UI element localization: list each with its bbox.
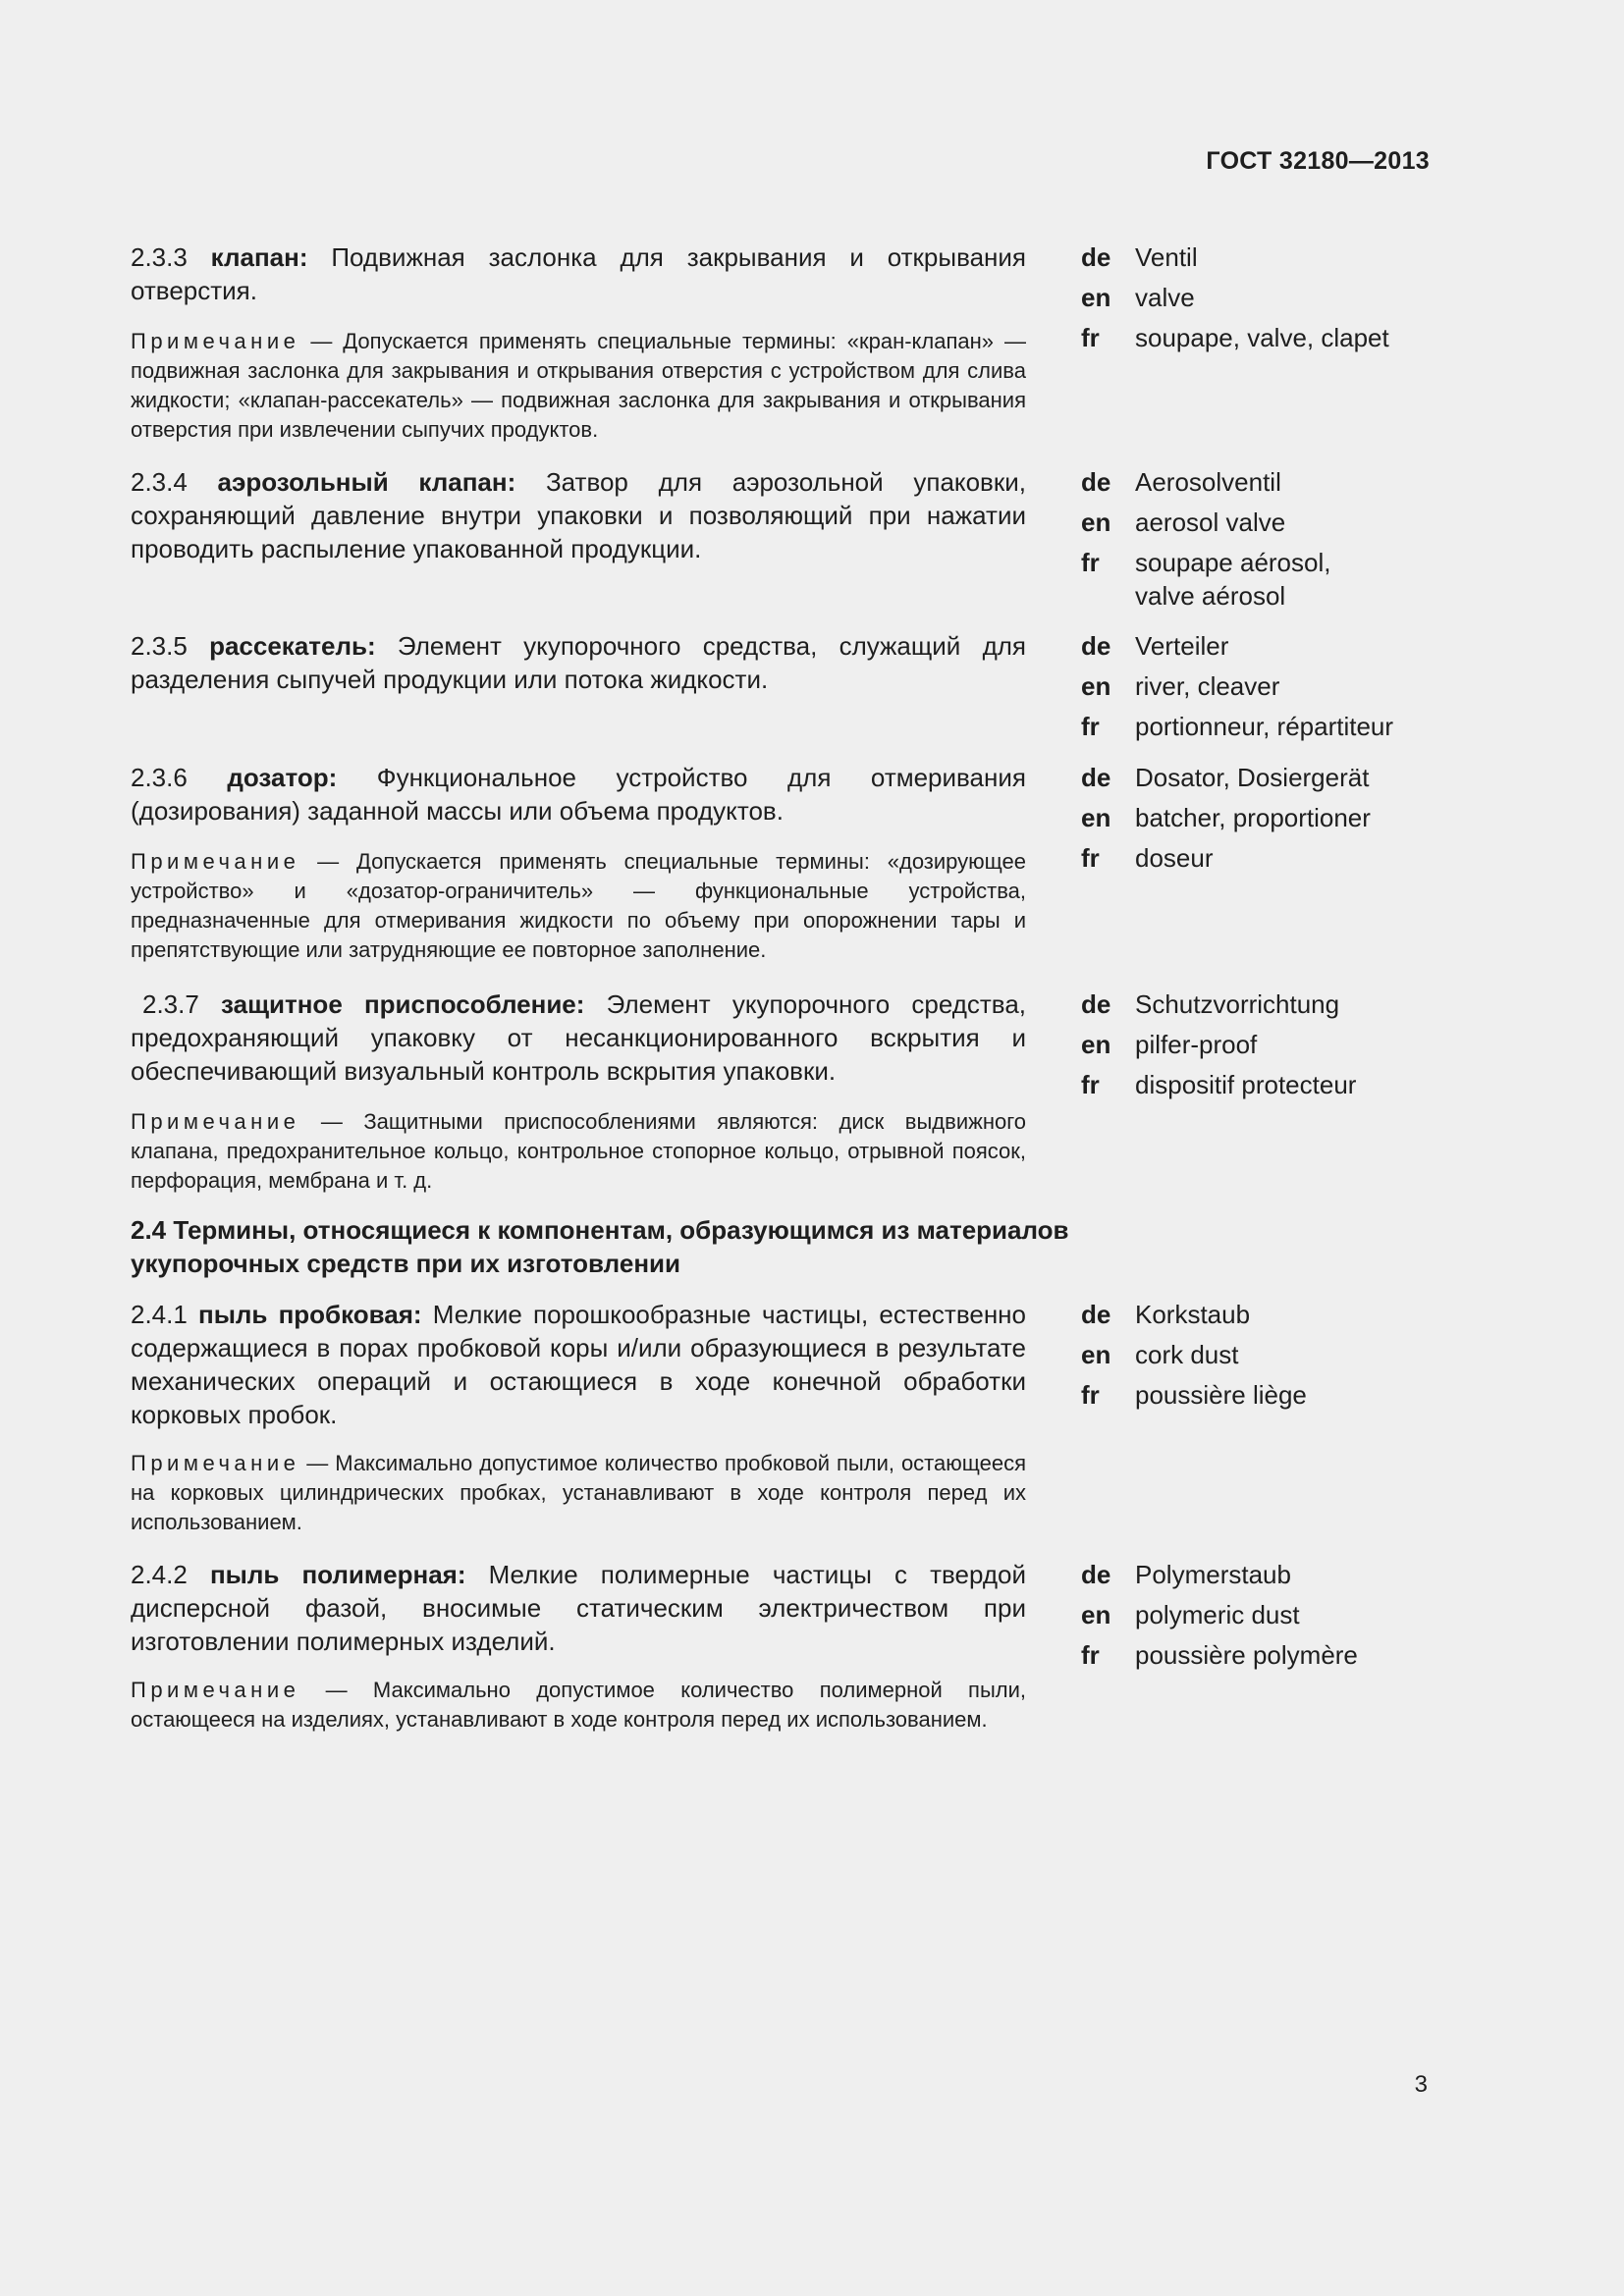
lang-term-de: Schutzvorrichtung xyxy=(1135,989,1340,1019)
term-definition-text: Подвижная заслонка для закрывания и открывания отверстия. xyxy=(131,242,1027,305)
lang-code-fr: fr xyxy=(1081,1070,1100,1099)
term-translations xyxy=(1081,988,1474,1108)
term-number: 2.3.6 xyxy=(131,763,188,792)
translation-fr xyxy=(1081,841,1474,875)
note-label: Примечание xyxy=(131,329,300,353)
section-heading: 2.4 Термины, относящиеся к компонентам, образующимся из материалов укупорочных средств при их изготовлении xyxy=(131,1215,1069,1278)
lang-code-de: de xyxy=(1081,1300,1111,1329)
term-definition xyxy=(131,240,1026,307)
term-note xyxy=(131,1676,1026,1735)
note-label: Примечание xyxy=(131,849,300,874)
note-label: Примечание xyxy=(131,1109,300,1134)
term-definition xyxy=(131,761,1026,828)
note-text: — Допускается применять специальные термины: «кран-клапан» — подвижная заслонка для закрывания и открывания отверстия с устройством для слива жидкости; «клапан-рассекатель» — подвижная заслонка для закрывания и открывания отверстия при извлечении сыпучих продуктов. xyxy=(131,329,1026,442)
term-definition-text: Функциональное устройство для отмеривания (дозирования) заданной массы или объема продуктов. xyxy=(131,763,1026,826)
translation-fr xyxy=(1081,546,1474,613)
term-note xyxy=(131,847,1026,965)
translation-en xyxy=(1081,1338,1474,1371)
translation-de xyxy=(1081,629,1474,663)
lang-code-de: de xyxy=(1081,467,1111,497)
lang-code-fr: fr xyxy=(1081,1380,1100,1410)
term-name: дозатор: xyxy=(227,763,338,792)
term-definition xyxy=(131,1558,1026,1658)
lang-code-de: de xyxy=(1081,763,1111,792)
translation-en xyxy=(1081,1598,1474,1631)
lang-term-fr: doseur xyxy=(1135,843,1214,873)
term-number: 2.4.2 xyxy=(131,1560,188,1589)
lang-term-de: Verteiler xyxy=(1135,631,1229,661)
lang-term-fr: soupape, valve, clapet xyxy=(1135,323,1389,352)
note-label: Примечание xyxy=(131,1678,300,1702)
translation-fr xyxy=(1081,1068,1474,1101)
term-definition-text: Мелкие порошкообразные частицы, естественно содержащиеся в порах пробковой коры и/или образующиеся в результате механических операций и остающиеся в ходе конечной обработки корковых пробок. xyxy=(131,1300,1026,1429)
term-number: 2.3.5 xyxy=(131,631,188,661)
lang-code-de: de xyxy=(1081,1560,1111,1589)
lang-term-en: valve xyxy=(1135,283,1195,312)
translation-de xyxy=(1081,240,1474,274)
translation-de xyxy=(1081,761,1474,794)
lang-code-fr: fr xyxy=(1081,323,1100,352)
term-definition-text: Затвор для аэрозольной упаковки, сохраняющий давление внутри упаковки и позволяющий при нажатии проводить распыление упакованной продукции. xyxy=(131,467,1026,563)
lang-term-de: Dosator, Dosiergerät xyxy=(1135,763,1370,792)
translation-en xyxy=(1081,801,1474,834)
lang-term-de: Korkstaub xyxy=(1135,1300,1251,1329)
lang-term-de: Aerosolventil xyxy=(1135,467,1281,497)
lang-code-en: en xyxy=(1081,671,1111,701)
term-translations xyxy=(1081,629,1474,750)
lang-term-de: Polymerstaub xyxy=(1135,1560,1291,1589)
term-name: пыль полимерная: xyxy=(209,1560,466,1589)
term-definition-text: Элемент укупорочного средства, предохраняющий упаковку от несанкционированного вскрытия и обеспечивающий визуальный контроль вскрытия упаковки. xyxy=(131,989,1026,1086)
term-translations xyxy=(1081,1558,1474,1679)
lang-term-de: Ventil xyxy=(1135,242,1198,272)
translation-de xyxy=(1081,988,1474,1021)
term-name: клапан: xyxy=(210,242,308,272)
note-text: — Допускается применять специальные термины: «дозирующее устройство» и «дозатор-ограничитель» — функциональные устройства, предназначенные для отмеривания жидкости по объему при опорожнении тары и препятствующие или затрудняющие ее повторное заполнение. xyxy=(131,849,1026,962)
term-name: аэрозольный клапан: xyxy=(217,467,516,497)
lang-term-fr: soupape aérosol, valve aérosol xyxy=(1135,548,1331,611)
term-definition-text: Элемент укупорочного средства, служащий для разделения сыпучей продукции или потока жидкости. xyxy=(131,631,1026,694)
note-text: — Максимально допустимое количество полимерной пыли, остающееся на изделиях, устанавливают в ходе контроля перед их использованием. xyxy=(131,1678,1026,1732)
lang-term-en: cork dust xyxy=(1135,1340,1239,1369)
translation-fr xyxy=(1081,1378,1474,1412)
lang-code-fr: fr xyxy=(1081,843,1100,873)
lang-code-en: en xyxy=(1081,1030,1111,1059)
page-number: 3 xyxy=(1414,2071,1428,2098)
translation-fr xyxy=(1081,1638,1474,1672)
lang-code-de: de xyxy=(1081,989,1111,1019)
lang-term-fr: dispositif protecteur xyxy=(1135,1070,1357,1099)
translation-en xyxy=(1081,1028,1474,1061)
term-number: 2.3.7 xyxy=(142,989,199,1019)
translation-de xyxy=(1081,1558,1474,1591)
term-note xyxy=(131,1107,1026,1196)
lang-code-en: en xyxy=(1081,1340,1111,1369)
note-label: Примечание xyxy=(131,1451,300,1475)
lang-term-en: river, cleaver xyxy=(1135,671,1280,701)
term-translations xyxy=(1081,240,1474,361)
term-definition xyxy=(131,988,1026,1088)
lang-code-fr: fr xyxy=(1081,1640,1100,1670)
term-translations xyxy=(1081,761,1474,881)
lang-code-en: en xyxy=(1081,1600,1111,1629)
term-definition xyxy=(131,629,1026,696)
term-translations xyxy=(1081,1298,1474,1418)
term-name: рассекатель: xyxy=(209,631,376,661)
note-text: — Максимально допустимое количество пробковой пыли, остающееся на корковых цилиндрических пробках, устанавливают в ходе контроля перед их использованием. xyxy=(131,1451,1026,1534)
translation-en xyxy=(1081,669,1474,703)
lang-code-fr: fr xyxy=(1081,548,1100,577)
term-definition-text: Мелкие полимерные частицы с твердой дисперсной фазой, вносимые статическим электричеством при изготовлении полимерных изделий. xyxy=(131,1560,1027,1656)
lang-term-en: aerosol valve xyxy=(1135,507,1286,537)
lang-code-de: de xyxy=(1081,631,1111,661)
lang-term-en: batcher, proportioner xyxy=(1135,803,1371,832)
translation-en xyxy=(1081,281,1474,314)
term-definition xyxy=(131,465,1026,565)
lang-code-en: en xyxy=(1081,283,1111,312)
lang-term-fr: portionneur, répartiteur xyxy=(1135,712,1394,741)
term-note xyxy=(131,327,1026,445)
note-text: — Защитными приспособлениями являются: диск выдвижного клапана, предохранительное кольцо, контрольное стопорное кольцо, отрывной поясок, перфорация, мембрана и т. д. xyxy=(131,1109,1026,1193)
translation-en xyxy=(1081,506,1474,539)
lang-code-en: en xyxy=(1081,803,1111,832)
term-number: 2.3.3 xyxy=(131,242,188,272)
lang-code-fr: fr xyxy=(1081,712,1100,741)
document-header: ГОСТ 32180—2013 xyxy=(1206,147,1430,175)
translation-de xyxy=(1081,465,1474,499)
translation-fr xyxy=(1081,321,1474,354)
translation-fr xyxy=(1081,710,1474,743)
lang-code-en: en xyxy=(1081,507,1111,537)
lang-term-fr: poussière liège xyxy=(1135,1380,1307,1410)
translation-de xyxy=(1081,1298,1474,1331)
term-number: 2.3.4 xyxy=(131,467,188,497)
term-name: пыль пробковая: xyxy=(198,1300,422,1329)
term-note xyxy=(131,1449,1026,1537)
term-name: защитное приспособление: xyxy=(221,989,585,1019)
lang-term-en: pilfer-proof xyxy=(1135,1030,1258,1059)
term-number: 2.4.1 xyxy=(131,1300,188,1329)
lang-term-en: polymeric dust xyxy=(1135,1600,1300,1629)
lang-term-fr: poussière polymère xyxy=(1135,1640,1358,1670)
term-translations xyxy=(1081,465,1474,619)
term-definition xyxy=(131,1298,1026,1431)
lang-code-de: de xyxy=(1081,242,1111,272)
